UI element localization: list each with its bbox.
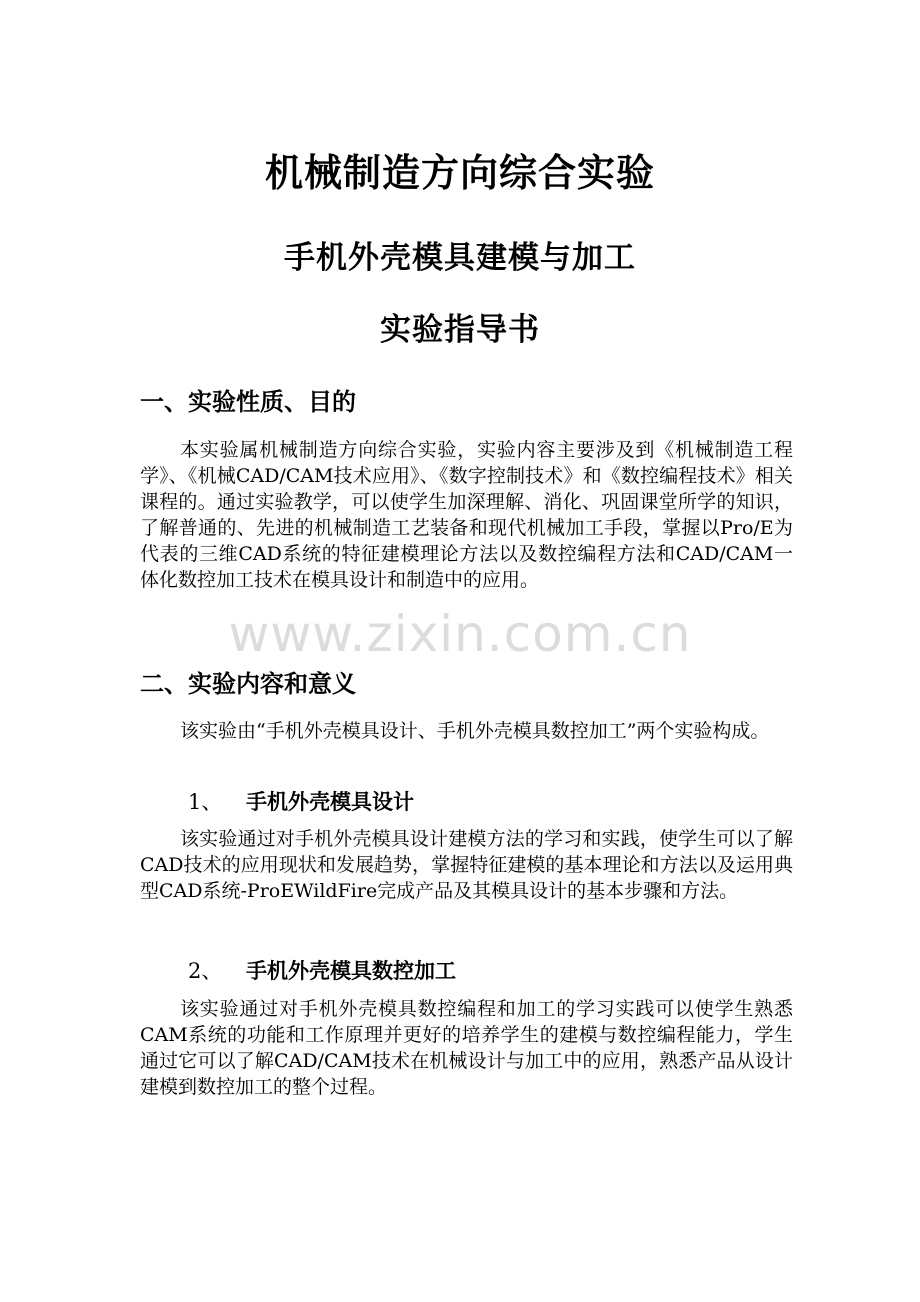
- document-title: 机械制造方向综合实验: [264, 151, 655, 195]
- section-2-intro: 该实验由“手机外壳模具设计、手机外壳模具数控加工”两个实验构成。: [180, 720, 770, 742]
- subsection-1-title: 手机外壳模具设计: [246, 790, 414, 814]
- section-1-heading: 一、实验性质、目的: [140, 388, 356, 416]
- section-1-paragraph: 本实验属机械制造方向综合实验，实验内容主要涉及到《机械制造工程学》、《机械CAD/CAM技术应用》、《数字控制技术》和《数控编程技术》相关课程的。通过实验教学，可以使学生加深理解、消化、巩固课堂所学的知识，了解普通的、先进的机械制造工艺装备和现代机械加工手段，掌握以Pro/E为代表的三维CAD系统的特征建模理论方法以及数控编程方法和CAD/CAM一体化数控加工技术在模具设计和制造中的应用。: [140, 439, 793, 591]
- subsection-2-heading: [188, 956, 456, 986]
- subsection-1-heading: [188, 787, 414, 817]
- document-subtitle: 手机外壳模具建模与加工: [284, 240, 636, 276]
- watermark: www.zixin.com.cn: [228, 605, 692, 663]
- subsection-2-number: 2、: [188, 959, 223, 983]
- section-2-heading: 二、实验内容和意义: [140, 670, 356, 698]
- subsection-1-number: 1、: [188, 790, 223, 814]
- subsection-1-paragraph: 该实验通过对手机外壳模具设计建模方法的学习和实践，使学生可以了解CAD技术的应用现状和发展趋势，掌握特征建模的基本理论和方法以及运用典型CAD系统-ProEWildFire完成产品及其模具设计的基本步骤和方法。: [140, 828, 793, 902]
- subsection-2-paragraph: 该实验通过对手机外壳模具数控编程和加工的学习实践可以使学生熟悉CAM系统的功能和工作原理并更好的培养学生的建模与数控编程能力，学生通过它可以了解CAD/CAM技术在机械设计与加工中的应用，熟悉产品从设计建模到数控加工的整个过程。: [140, 998, 793, 1098]
- document-booktitle: 实验指导书: [380, 312, 540, 348]
- subsection-2-title: 手机外壳模具数控加工: [246, 959, 456, 983]
